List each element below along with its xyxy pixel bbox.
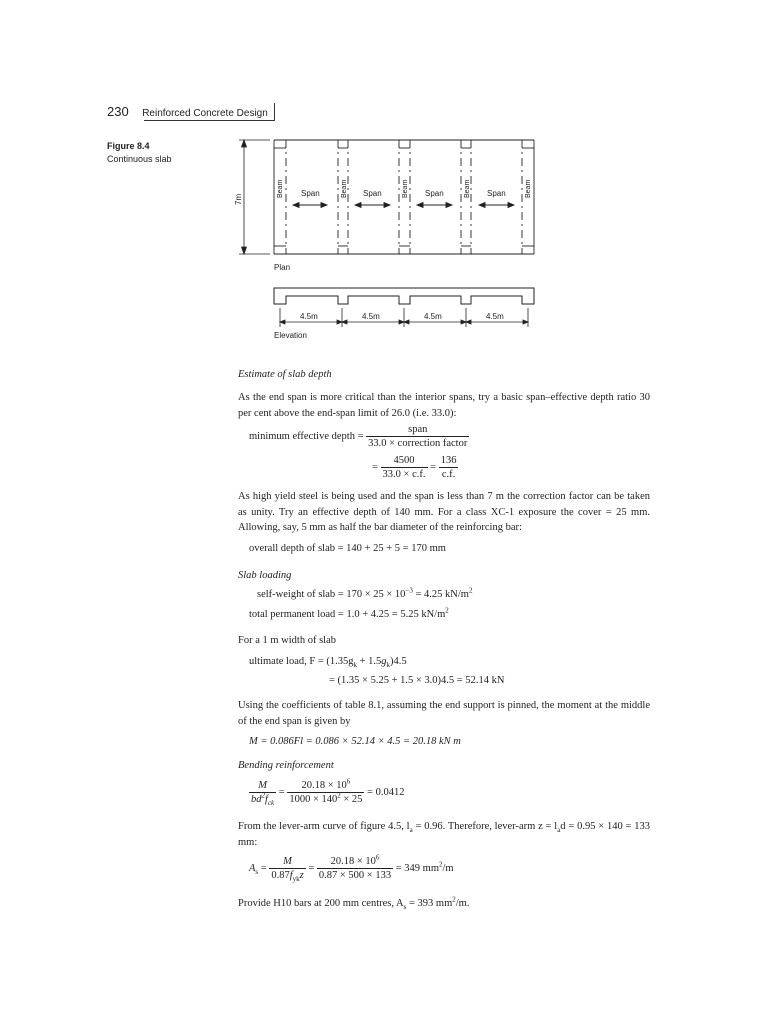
k-num: 20.18 × 10 <box>301 780 347 791</box>
k-den: 1000 × 140 <box>289 794 338 805</box>
moment-eq: M = 0.086Fl = 0.086 × 52.14 × 4.5 = 20.18 kN m <box>249 736 461 747</box>
lever-arm-text-1: From the lever-arm curve of figure 4.5, l <box>238 821 410 832</box>
frac-m-over-bd2fck: $\frac{M}{bd^2f_{ck}}$ <box>251 780 275 808</box>
ultimate-load-line-1: ultimate load, $F = (1.35g_k + 1.5g_k)4.5$ <box>249 656 407 670</box>
min-effective-depth-eq <box>249 423 649 450</box>
running-head <box>107 104 268 119</box>
total-perm-text: total permanent load = 1.0 + 4.25 = 5.25 kN/m <box>249 609 446 620</box>
span-arrows <box>293 203 514 208</box>
frac-num: span <box>366 423 469 437</box>
frac-136 <box>439 454 459 481</box>
heading-slab-depth: Estimate of slab depth <box>238 369 332 380</box>
intro-paragraph: As the end span is more critical than the interior spans, try a basic span–effective depth ratio 30 per cent above the end-span limit of 26.0 (i.e. 33.0): <box>238 392 650 419</box>
paragraph-coefficients: Using the coefficients of table 8.1, assuming the end support is pinned, the moment at the middle of the end span is given by <box>238 700 650 727</box>
page-number: 230 <box>107 104 129 119</box>
min-eff-depth-lhs: minimum effective depth = <box>249 430 364 442</box>
k-equation: $\frac{M}{bd^2f_{ck}}$ = $\frac{20.18 \times 10^6}{1000 \times 140^2 \times 25}$ = 0.0412 <box>251 777 405 808</box>
heading-bending: Bending reinforcement <box>238 760 334 771</box>
beam-label-2: Beam <box>341 179 348 198</box>
self-weight-text: self-weight of slab = 170 × 25 × 10 <box>257 589 406 600</box>
span-label-2: Span <box>363 189 382 198</box>
overall-depth-eq: overall depth of slab = 140 + 25 + 5 = 170 mm <box>249 543 446 554</box>
continuous-slab-figure <box>230 130 550 345</box>
provide-line: Provide H10 bars at 200 mm centres, $A_s = 393$ $mm^2/m$. <box>238 895 470 912</box>
as-result: = 349 mm <box>395 862 439 874</box>
span-label-4: Span <box>487 189 506 198</box>
dimension-7m <box>239 140 270 254</box>
total-permanent-load-eq: total permanent load = 1.0 + 4.25 = 5.25 $kN/m^2$ <box>249 606 449 620</box>
span-label-3: Span <box>425 189 444 198</box>
lever-arm-text-2: = 0.96. Therefore, lever-arm z = l <box>415 821 558 832</box>
beam-label-5: Beam <box>525 179 532 198</box>
frac-num: 4500 <box>381 454 428 468</box>
book-title: Reinforced Concrete Design <box>142 108 268 119</box>
ultimate-load-text: ultimate load, F = (1.35g <box>249 656 354 667</box>
as-num: 20.18 × 10 <box>330 856 376 867</box>
frac-m-over-087fykz: $\frac{M}{0.87f_{yk}z}$ <box>271 856 304 884</box>
frac-num: 136 <box>440 455 457 466</box>
ultimate-load-line-2: = (1.35 × 5.25 + 1.5 × 3.0)4.5 = 52.14 kN <box>329 675 505 686</box>
span-dim-3: 4.5m <box>424 312 442 321</box>
for-1m-width: For a 1 m width of slab <box>238 635 336 646</box>
beam-label-1: Beam <box>277 179 284 198</box>
min-effective-depth-eq-2: = $\frac{4500}{33.0 \times c.f.}$ = $\frac{136}{c.f.}$ <box>372 455 457 480</box>
elevation-profile <box>274 288 534 304</box>
frac-den: 33.0 × c.f. <box>382 469 426 480</box>
span-dim-1: 4.5m <box>300 312 318 321</box>
beam-label-3: Beam <box>402 179 409 198</box>
self-weight-tail: = 4.25 kN/m <box>412 589 469 600</box>
paragraph-high-yield: As high yield steel is being used and the span is less than 7 m the correction factor can be taken as unity. Try an effective depth of 140 mm. For a class XC-1 exposure the cover = 25 mm. Allowing, say, 5 mm as half the bar diameter of the reinforcing bar: <box>238 491 650 533</box>
figure-caption: Continuous slab <box>107 154 172 164</box>
span-dim-4: 4.5m <box>486 312 504 321</box>
frac-as-values: $\frac{20.18 \times 10^6}{0.87 \times 500 \times 133}$ <box>318 853 392 881</box>
frac-k-values: $\frac{20.18 \times 10^6}{1000 \times 140^2 \times 25}$ <box>289 777 363 805</box>
lever-arm-text-3: d = 0.95 × 140 = 133 mm: <box>238 821 651 848</box>
frac-span-over-factor <box>366 423 469 450</box>
self-weight-exp: −3 <box>405 586 413 595</box>
frac-4500 <box>381 454 428 481</box>
span-dim-2: 4.5m <box>362 312 380 321</box>
span-label-1: Span <box>301 189 320 198</box>
figure-label: Figure 8.4 <box>107 141 150 151</box>
elevation-label: Elevation <box>274 331 307 340</box>
heading-slab-loading: Slab loading <box>238 570 292 581</box>
as-equation: $A_s$ = $\frac{M}{0.87f_{yk}z}$ = $\frac{20.18 \times 10^6}{0.87 \times 500 \times 133}$ = 349 $mm^2/m$ <box>249 853 454 884</box>
self-weight-eq: self-weight of slab = $170 \times 25 \times 10^{-3} = 4.25$ $kN/m^2$ <box>257 586 473 600</box>
frac-den: 33.0 × correction factor <box>368 438 468 449</box>
beam-label-4: Beam <box>464 179 471 198</box>
k-result: = 0.0412 <box>367 786 405 798</box>
frac-den: c.f. <box>441 469 456 480</box>
running-head-tick <box>274 103 275 121</box>
provide-text: Provide H10 bars at 200 mm centres, A <box>238 898 404 909</box>
dimension-7m-label: 7m <box>234 193 243 205</box>
plan-label: Plan <box>274 263 291 272</box>
running-head-rule <box>144 120 274 121</box>
paragraph-lever-arm: From the lever-arm curve of figure 4.5, $l_a = 0.96$. Therefore, lever-arm $z = l_ad = 0.95 \times 140 = 133$ mm: <box>238 821 651 848</box>
as-den: 0.87 × 500 × 133 <box>318 870 392 881</box>
